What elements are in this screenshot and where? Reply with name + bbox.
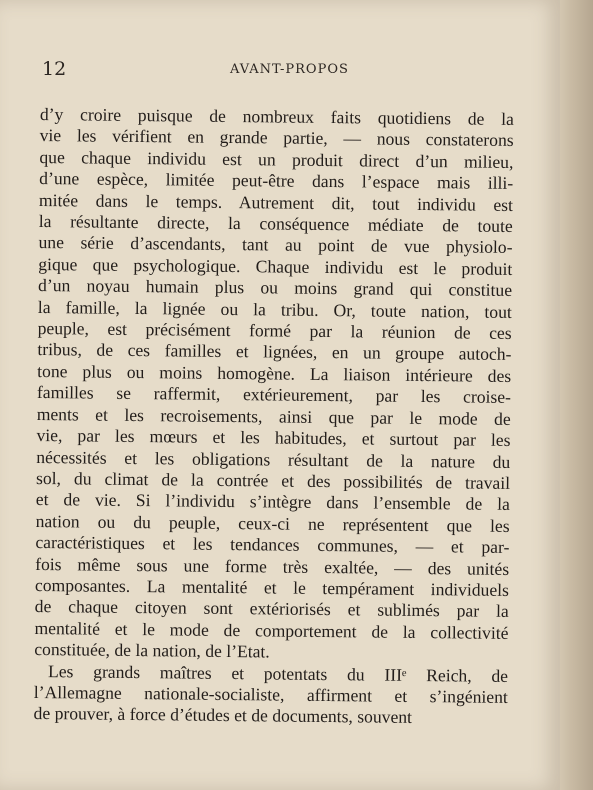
page-number: 12 <box>42 58 67 80</box>
text-line: peuple, est précisément formé par la réunion de ces <box>37 318 512 344</box>
text-line: l’Allemagne nationale-socialiste, affirment et s’ingénient <box>33 681 508 707</box>
text-line: de chaque citoyen sont extériorisés et sublimés par la <box>34 596 509 622</box>
text-line: nation ou du peuple, ceux-ci ne représentent que les <box>35 510 510 536</box>
text-line: la résultante directe, la conséquence médiate de toute <box>38 211 513 236</box>
text-line: Les grands maîtres et potentats du IIIᵉ Reich, de <box>47 660 509 686</box>
text-line: tone plus ou moins homogène. La liaison intérieure des <box>37 360 512 386</box>
paragraph <box>33 661 508 730</box>
text-line: mentalité et le mode de comportement de la collectivité <box>34 617 509 643</box>
text-line: ments et les recroisements, ainsi que par le mode de <box>36 403 511 429</box>
adjacent-page-edge <box>556 0 593 790</box>
text-line: vie les vérifient en grande partie, — nous constaterons <box>39 125 514 151</box>
text-line: de prouver, à force d’études et de documents, souvent <box>33 703 413 728</box>
body-text <box>33 104 513 730</box>
text-line: constituée, de la nation, de l’Etat. <box>34 639 270 662</box>
text-line: la famille, la lignée ou la tribu. Or, toute nation, tout <box>37 296 512 322</box>
text-line: mitée dans le temps. Autrement dit, tout individu est <box>38 189 514 215</box>
text-line: vie, par les mœurs et les habitudes, et surtout par les <box>36 425 511 451</box>
text-line: et de vie. Si l’individu s’intègre dans l’ensemble de la <box>35 489 510 515</box>
text-line: une série d’ascendants, tant au point de vue physiolo- <box>38 232 513 258</box>
text-line: d’une espèce, limitée peut-être dans l’espace mais illi- <box>39 168 514 194</box>
running-title: AVANT-PROPOS <box>230 62 349 77</box>
text-line: composantes. La mentalité et le tempérament individuels <box>34 574 510 600</box>
text-line: d’y croire puisque de nombreux faits quotidiens de la <box>39 104 514 129</box>
text-line: que chaque individu est un produit direct d’un milieu, <box>39 146 514 172</box>
text-line: caractéristiques et les tendances communes, — et par- <box>35 532 510 558</box>
text-line: gique que psychologique. Chaque individu est le produit <box>38 253 513 279</box>
text-line: nécessités et les obligations résultant de la nature du <box>36 446 511 472</box>
paragraph <box>34 104 514 665</box>
text-line: d’un noyau humain plus ou moins grand qui constitue <box>37 275 513 301</box>
text-line: familles se raffermit, extérieurement, par les croise- <box>36 382 512 408</box>
text-line: tribus, de ces familles et lignées, en un groupe autoch- <box>37 339 512 365</box>
text-line: fois même sous une forme très exaltée, — des unités <box>35 553 510 579</box>
text-line: sol, du climat de la contrée et des possibilités de travail <box>35 467 511 493</box>
page-header <box>42 58 522 82</box>
